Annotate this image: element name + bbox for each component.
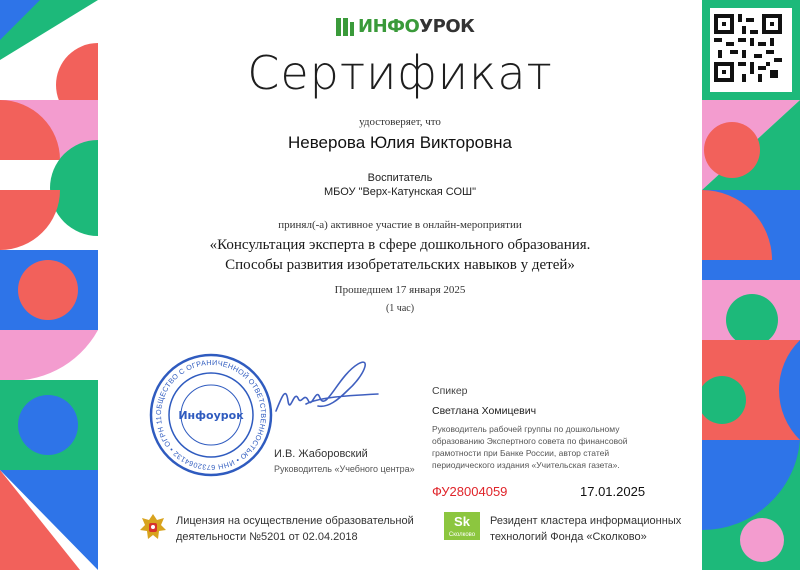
recipient-organization: МБОУ "Верх-Катунская СОШ" xyxy=(323,186,477,198)
speaker-desc-line4: периодического издания «Учительская газета». xyxy=(432,460,620,470)
director-signature xyxy=(268,356,388,426)
recipient-position: Воспитатель xyxy=(367,172,433,184)
event-date: Прошедшем 17 января 2025 xyxy=(334,284,466,296)
infourok-logo xyxy=(336,16,475,38)
speaker-description xyxy=(432,423,628,471)
certificate-code: ФУ28004059 xyxy=(432,484,508,499)
license-line2: деятельности №5201 от 02.04.2018 xyxy=(176,531,358,543)
speaker-desc-line2: образованию Экспертного совета по финансовой xyxy=(432,436,628,446)
speaker-desc-line3: грамотности при Банке России, автор статей xyxy=(432,448,610,458)
skolkovo-line2: технологий Фонда «Сколково» xyxy=(490,531,647,543)
event-duration: (1 час) xyxy=(385,303,415,314)
certifies-text: удостоверяет, что xyxy=(359,116,441,128)
infourok-logo-text xyxy=(358,16,474,37)
certificate-date: 17.01.2025 xyxy=(580,484,646,499)
stamp-ring-text: ОБЩЕСТВО С ОГРАНИЧЕННОЙ ОТВЕТСТВЕННОСТЬЮ • ИНН 6732064132 • ОГРН 11 xyxy=(153,357,269,473)
logo-part2: УРОК xyxy=(419,16,475,37)
speaker-name: Светлана Хомицевич xyxy=(432,405,537,417)
russian-emblem-icon xyxy=(136,510,170,544)
speaker-label: Спикер xyxy=(432,385,468,397)
organization-stamp xyxy=(148,352,274,478)
signature-graphic xyxy=(268,356,388,426)
speaker-desc-line1: Руководитель рабочей группы по дошкольному xyxy=(432,424,620,434)
director-name: И.В. Жаборовский xyxy=(274,448,368,460)
skolkovo-logo xyxy=(444,512,480,540)
skolkovo-logo-name: Сколково xyxy=(448,532,476,538)
license-line1: Лицензия на осуществление образовательной xyxy=(176,515,414,527)
skolkovo-text xyxy=(490,513,681,545)
logo-part1: ИНФО xyxy=(358,16,420,37)
event-title-line1: «Консультация эксперта в сфере дошкольного образования. xyxy=(209,237,591,253)
skolkovo-logo-sk: Sk xyxy=(454,514,470,529)
recipient-name: Неверова Юлия Викторовна xyxy=(287,133,512,152)
skolkovo-line1: Резидент кластера информационных xyxy=(490,515,682,527)
stamp-graphic xyxy=(148,352,274,478)
stamp-center-text: Инфоурок xyxy=(178,409,244,422)
director-role: Руководитель «Учебного центра» xyxy=(274,464,415,474)
certificate-title: Сертификат xyxy=(247,46,553,100)
event-title-line2: Способы развития изобретательских навыков у детей» xyxy=(225,257,575,273)
infourok-logo-icon xyxy=(336,18,354,36)
participation-text: принял(-а) активное участие в онлайн-мероприятии xyxy=(278,219,522,231)
license-text xyxy=(176,513,414,545)
